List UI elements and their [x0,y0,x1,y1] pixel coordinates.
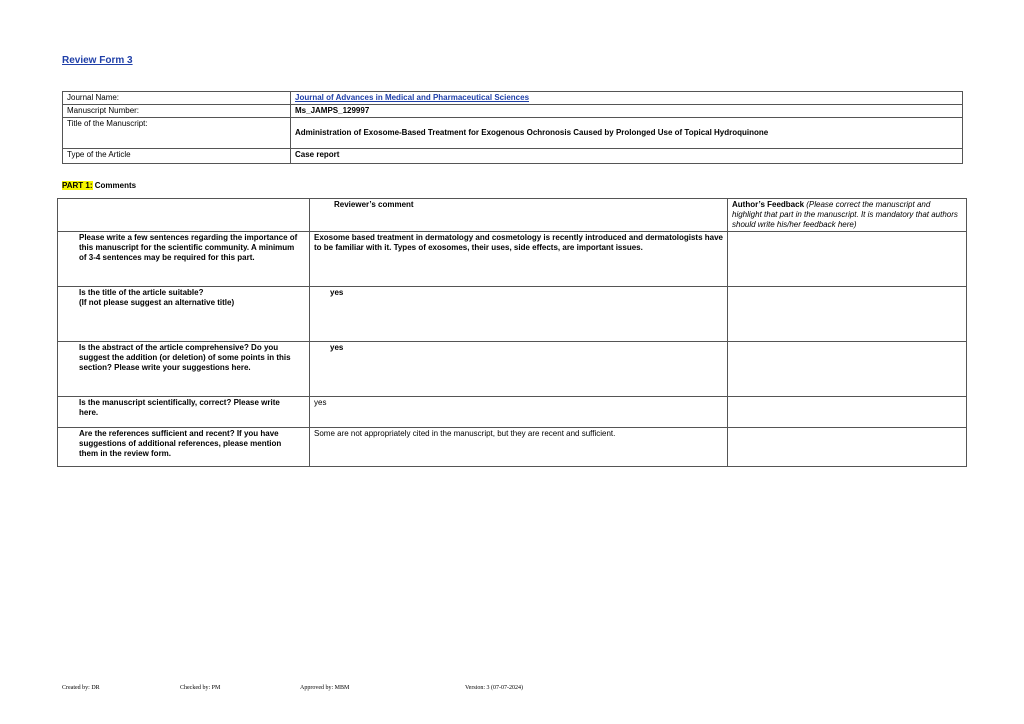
author-feedback-cell[interactable] [728,287,967,342]
header-reviewer-comment [310,199,728,232]
reviewer-answer-cell[interactable]: yes [310,342,728,397]
reviewer-answer-cell[interactable]: Exosome based treatment in dermatology and cosmetology is recently introduced and dermatologists have to be familiar with it. Types of exosomes, their uses, side effects, are important issues. [310,232,728,287]
comment-row [58,232,967,287]
comment-row [58,428,967,467]
header-reviewer-label: Reviewer’s comment [334,200,414,209]
footer-version: Version: 3 (07-07-2024) [465,685,523,691]
header-author-bold: Author’s Feedback [732,200,805,209]
manuscript-number-label: Manuscript Number: [63,105,291,118]
comment-row [58,397,967,428]
page-footer [0,685,1024,697]
info-row-type [63,149,963,164]
reviewer-answer-cell[interactable]: Some are not appropriately cited in the manuscript, but they are recent and sufficient. [310,428,728,467]
journal-value [291,92,963,105]
comment-row [58,287,967,342]
question-cell: Is the abstract of the article comprehensive? Do you suggest the addition (or deletion) of some points in this section? Please write your suggestions here. [58,342,310,397]
footer-checked: Checked by: PM [180,685,221,691]
part-highlight: PART 1: [62,181,93,190]
comments-header-row [58,199,967,232]
author-feedback-cell[interactable] [728,397,967,428]
footer-created: Created by: DR [62,685,100,691]
title-value: Administration of Exosome-Based Treatment for Exogenous Ochronosis Caused by Prolonged Use of Topical Hydroquinone [291,118,963,149]
part-heading [62,181,136,190]
question-cell: Is the manuscript scientifically, correct? Please write here. [58,397,310,428]
question-cell: Please write a few sentences regarding the importance of this manuscript for the scientific community. A minimum of 3-4 sentences may be required for this part. [58,232,310,287]
journal-label: Journal Name: [63,92,291,105]
journal-link[interactable]: Journal of Advances in Medical and Pharmaceutical Sciences [295,93,530,102]
footer-approved: Approved by: MBM [300,685,350,691]
author-feedback-cell[interactable] [728,232,967,287]
reviewer-answer-cell[interactable]: yes [310,287,728,342]
info-row-title [63,118,963,149]
author-feedback-cell[interactable] [728,428,967,467]
info-row-manuscript-number [63,105,963,118]
author-feedback-cell[interactable] [728,342,967,397]
type-label: Type of the Article [63,149,291,164]
manuscript-number-value: Ms_JAMPS_129997 [291,105,963,118]
comment-row [58,342,967,397]
form-title: Review Form 3 [62,55,133,66]
manuscript-info-table [62,91,963,164]
header-author-feedback [728,199,967,232]
title-label: Title of the Manuscript: [63,118,291,149]
header-author-italic: (Please correct the manuscript and highlight that part in the manuscript. It is mandatory that authors should write his/her feedback here) [732,200,958,229]
comments-table [57,198,967,467]
header-empty-cell [58,199,310,232]
info-row-journal [63,92,963,105]
reviewer-answer-cell[interactable]: yes [310,397,728,428]
question-cell: Are the references sufficient and recent? If you have suggestions of additional references, please mention them in the review form. [58,428,310,467]
question-cell: Is the title of the article suitable? (If not please suggest an alternative title) [58,287,310,342]
part-heading-rest: Comments [92,181,137,190]
type-value: Case report [291,149,963,164]
